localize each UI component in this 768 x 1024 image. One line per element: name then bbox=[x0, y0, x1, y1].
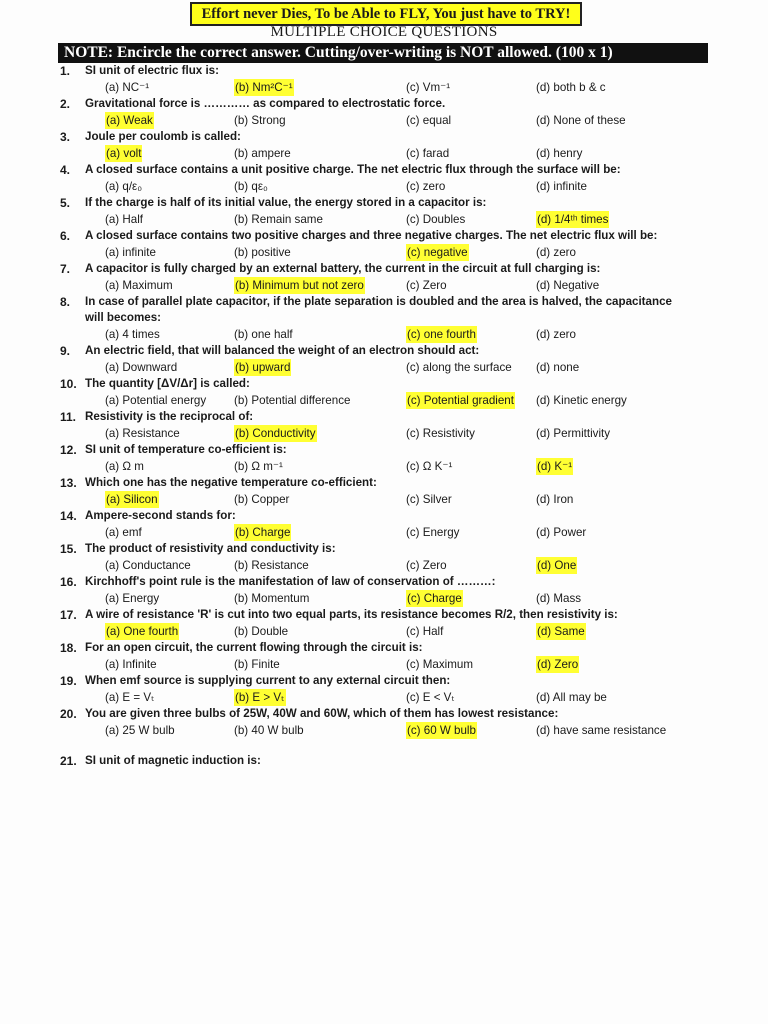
option-c[interactable]: (c) 60 W bulb bbox=[407, 724, 476, 737]
options-row bbox=[0, 359, 768, 376]
question-text: Resistivity is the reciprocal of: bbox=[85, 410, 254, 423]
option-d[interactable]: (d) K⁻¹ bbox=[537, 460, 573, 473]
option-b[interactable]: (b) Double bbox=[234, 625, 289, 638]
option-b[interactable]: (b) Potential difference bbox=[234, 394, 351, 407]
spacer bbox=[0, 739, 768, 753]
question-number: 4. bbox=[60, 163, 71, 177]
question-number: 12. bbox=[60, 443, 77, 457]
question-row bbox=[0, 376, 768, 392]
option-d[interactable]: (d) none bbox=[536, 361, 580, 374]
question-text: Gravitational force is ………… as compared to electrostatic force. bbox=[85, 97, 446, 110]
option-a[interactable]: (a) Downward bbox=[105, 361, 178, 374]
question-row bbox=[0, 640, 768, 656]
options-row bbox=[0, 491, 768, 508]
option-a[interactable]: (a) Conductance bbox=[105, 559, 191, 572]
option-d[interactable]: (d) infinite bbox=[536, 180, 587, 193]
question-number: 3. bbox=[60, 130, 71, 144]
question-text: An electric field, that will balanced the weight of an electron should act: bbox=[85, 344, 480, 357]
question-row bbox=[0, 475, 768, 491]
question-row bbox=[0, 706, 768, 722]
option-c[interactable]: (c) equal bbox=[406, 114, 452, 127]
option-c[interactable]: (c) Zero bbox=[406, 559, 447, 572]
option-b[interactable]: (b) Momentum bbox=[234, 592, 310, 605]
options-row bbox=[0, 557, 768, 574]
option-c[interactable]: (c) negative bbox=[407, 246, 468, 259]
option-a[interactable]: (a) Infinite bbox=[105, 658, 157, 671]
option-d[interactable]: (d) both b & c bbox=[536, 81, 606, 94]
option-a[interactable]: (a) Weak bbox=[106, 114, 153, 127]
question-text: When emf source is supplying current to any external circuit then: bbox=[85, 674, 451, 687]
question-item bbox=[0, 753, 768, 769]
question-row bbox=[0, 541, 768, 557]
question-text: A closed surface contains two positive charges and three negative charges. The net electric flux will be: bbox=[85, 229, 658, 242]
question-item bbox=[0, 607, 768, 640]
option-a[interactable]: (a) E = Vₜ bbox=[105, 691, 155, 704]
question-row bbox=[0, 294, 768, 326]
option-a[interactable]: (a) One fourth bbox=[106, 625, 179, 638]
option-d[interactable]: (d) henry bbox=[536, 147, 583, 160]
page-title: MULTIPLE CHOICE QUESTIONS bbox=[270, 24, 498, 40]
question-item bbox=[0, 508, 768, 541]
option-d[interactable]: (d) Same bbox=[537, 625, 585, 638]
options-row bbox=[0, 392, 768, 409]
question-item bbox=[0, 343, 768, 376]
question-row bbox=[0, 574, 768, 590]
question-row bbox=[0, 63, 768, 79]
option-b[interactable]: (b) Conductivity bbox=[235, 427, 316, 440]
option-b[interactable]: (b) ampere bbox=[234, 147, 291, 160]
question-number: 10. bbox=[60, 377, 77, 391]
question-text: For an open circuit, the current flowing through the circuit is: bbox=[85, 641, 423, 654]
question-item bbox=[0, 541, 768, 574]
options-row bbox=[0, 524, 768, 541]
question-number: 2. bbox=[60, 97, 71, 111]
question-text: You are given three bulbs of 25W, 40W and 60W, which of them has lowest resistance: bbox=[85, 707, 559, 720]
option-b[interactable]: (b) Nm²C⁻¹ bbox=[235, 81, 293, 94]
option-d[interactable]: (d) One bbox=[537, 559, 577, 572]
options-row bbox=[0, 79, 768, 96]
option-b[interactable]: (b) upward bbox=[235, 361, 291, 374]
option-a[interactable]: (a) Resistance bbox=[105, 427, 180, 440]
question-item bbox=[0, 640, 768, 673]
option-b[interactable]: (b) Copper bbox=[234, 493, 290, 506]
question-text: If the charge is half of its initial value, the energy stored in a capacitor is: bbox=[85, 196, 487, 209]
question-row bbox=[0, 607, 768, 623]
option-a[interactable]: (a) Energy bbox=[105, 592, 160, 605]
option-b[interactable]: (b) Resistance bbox=[234, 559, 309, 572]
options-row bbox=[0, 145, 768, 162]
question-number: 15. bbox=[60, 542, 77, 556]
question-number: 16. bbox=[60, 575, 77, 589]
option-a[interactable]: (a) q/ε₀ bbox=[105, 180, 143, 193]
question-number: 17. bbox=[60, 608, 77, 622]
motto-banner: Effort never Dies, To be Able to FLY, You just have to TRY! bbox=[190, 2, 582, 26]
options-row bbox=[0, 211, 768, 228]
option-b[interactable]: (b) one half bbox=[234, 328, 293, 341]
question-row bbox=[0, 195, 768, 211]
option-a[interactable]: (a) NC⁻¹ bbox=[105, 81, 150, 94]
option-c[interactable]: (c) Maximum bbox=[406, 658, 473, 671]
option-d[interactable]: (d) All may be bbox=[536, 691, 607, 704]
option-c[interactable]: (c) Vm⁻¹ bbox=[406, 81, 451, 94]
question-text: SI unit of temperature co-efficient is: bbox=[85, 443, 287, 456]
question-number: 18. bbox=[60, 641, 77, 655]
option-c[interactable]: (c) E < Vₜ bbox=[406, 691, 455, 704]
question-number: 19. bbox=[60, 674, 77, 688]
option-c[interactable]: (c) Zero bbox=[406, 279, 447, 292]
question-text: Which one has the negative temperature co-efficient: bbox=[85, 476, 377, 489]
options-row bbox=[0, 458, 768, 475]
option-a[interactable]: (a) Ω m bbox=[105, 460, 144, 473]
question-text: A closed surface contains a unit positive charge. The net electric flux through the surface will be: bbox=[85, 163, 621, 176]
option-c[interactable]: (c) Charge bbox=[407, 592, 462, 605]
question-row bbox=[0, 753, 768, 769]
question-row bbox=[0, 343, 768, 359]
option-d[interactable]: (d) have same resistance bbox=[536, 724, 667, 737]
options-row bbox=[0, 623, 768, 640]
option-c[interactable]: (c) Ω K⁻¹ bbox=[406, 460, 453, 473]
question-item bbox=[0, 261, 768, 294]
question-number: 21. bbox=[60, 754, 77, 768]
option-a[interactable]: (a) Maximum bbox=[105, 279, 173, 292]
option-b[interactable]: (b) Strong bbox=[234, 114, 286, 127]
question-item bbox=[0, 63, 768, 96]
option-d[interactable]: (d) zero bbox=[536, 328, 576, 341]
option-b[interactable]: (b) Remain same bbox=[234, 213, 323, 226]
option-b[interactable]: (b) Finite bbox=[234, 658, 280, 671]
option-a[interactable]: (a) 25 W bulb bbox=[105, 724, 175, 737]
option-b[interactable]: (b) Ω m⁻¹ bbox=[234, 460, 283, 473]
option-c[interactable]: (c) along the surface bbox=[406, 361, 512, 374]
options-row bbox=[0, 425, 768, 442]
option-d[interactable]: (d) None of these bbox=[536, 114, 626, 127]
option-b[interactable]: (b) Charge bbox=[235, 526, 291, 539]
option-d[interactable]: (d) Zero bbox=[537, 658, 579, 671]
options-row bbox=[0, 590, 768, 607]
option-c[interactable]: (c) Silver bbox=[406, 493, 452, 506]
option-d[interactable]: (d) 1/4ᵗʰ times bbox=[537, 213, 609, 226]
option-b[interactable]: (b) qε₀ bbox=[234, 180, 268, 193]
question-text: The quantity [ΔV/Δr] is called: bbox=[85, 377, 250, 390]
option-a[interactable]: (a) Half bbox=[105, 213, 144, 226]
option-c[interactable]: (c) farad bbox=[406, 147, 450, 160]
option-b[interactable]: (b) 40 W bulb bbox=[234, 724, 304, 737]
question-item bbox=[0, 376, 768, 409]
question-number: 14. bbox=[60, 509, 77, 523]
question-item bbox=[0, 195, 768, 228]
question-number: 9. bbox=[60, 344, 71, 358]
question-text: The product of resistivity and conductivity is: bbox=[85, 542, 336, 555]
question-item bbox=[0, 475, 768, 508]
question-item bbox=[0, 673, 768, 706]
option-b[interactable]: (b) positive bbox=[234, 246, 291, 259]
options-row bbox=[0, 244, 768, 261]
option-a[interactable]: (a) emf bbox=[105, 526, 142, 539]
question-number: 5. bbox=[60, 196, 71, 210]
question-number: 8. bbox=[60, 295, 71, 309]
option-d[interactable]: (d) Negative bbox=[536, 279, 600, 292]
question-row bbox=[0, 409, 768, 425]
question-row bbox=[0, 129, 768, 145]
question-row bbox=[0, 508, 768, 524]
question-number: 7. bbox=[60, 262, 71, 276]
question-number: 6. bbox=[60, 229, 71, 243]
question-item bbox=[0, 706, 768, 739]
option-a[interactable]: (a) 4 times bbox=[105, 328, 160, 341]
question-text: Joule per coulomb is called: bbox=[85, 130, 241, 143]
option-c[interactable]: (c) Half bbox=[406, 625, 444, 638]
options-row bbox=[0, 112, 768, 129]
option-d[interactable]: (d) Iron bbox=[536, 493, 574, 506]
options-row bbox=[0, 722, 768, 739]
option-a[interactable]: (a) Potential energy bbox=[105, 394, 207, 407]
options-row bbox=[0, 689, 768, 706]
options-row bbox=[0, 178, 768, 195]
question-item bbox=[0, 294, 768, 343]
question-text: Ampere-second stands for: bbox=[85, 509, 236, 522]
question-item bbox=[0, 96, 768, 129]
option-d[interactable]: (d) zero bbox=[536, 246, 576, 259]
option-b[interactable]: (b) E > Vₜ bbox=[235, 691, 285, 704]
question-row bbox=[0, 96, 768, 112]
option-d[interactable]: (d) Power bbox=[536, 526, 587, 539]
question-row bbox=[0, 261, 768, 277]
question-text: SI unit of electric flux is: bbox=[85, 64, 219, 77]
option-c[interactable]: (c) Energy bbox=[406, 526, 460, 539]
question-row bbox=[0, 673, 768, 689]
question-row bbox=[0, 228, 768, 244]
question-item bbox=[0, 409, 768, 442]
option-a[interactable]: (a) infinite bbox=[105, 246, 156, 259]
option-b[interactable]: (b) Minimum but not zero bbox=[235, 279, 364, 292]
question-list bbox=[0, 63, 768, 769]
option-c[interactable]: (c) zero bbox=[406, 180, 446, 193]
options-row bbox=[0, 326, 768, 343]
option-a[interactable]: (a) volt bbox=[106, 147, 142, 160]
question-item bbox=[0, 574, 768, 607]
option-c[interactable]: (c) Potential gradient bbox=[407, 394, 514, 407]
question-item bbox=[0, 442, 768, 475]
option-d[interactable]: (d) Kinetic energy bbox=[536, 394, 627, 407]
option-c[interactable]: (c) Doubles bbox=[406, 213, 466, 226]
option-c[interactable]: (c) one fourth bbox=[407, 328, 476, 341]
option-d[interactable]: (d) Permittivity bbox=[536, 427, 611, 440]
question-text: SI unit of magnetic induction is: bbox=[85, 754, 261, 767]
question-number: 1. bbox=[60, 64, 71, 78]
question-number: 20. bbox=[60, 707, 77, 721]
options-row bbox=[0, 277, 768, 294]
question-number: 13. bbox=[60, 476, 77, 490]
question-number: 11. bbox=[60, 410, 77, 424]
option-a[interactable]: (a) Silicon bbox=[106, 493, 158, 506]
instruction-note: NOTE: Encircle the correct answer. Cutting/over-writing is NOT allowed. (100 x 1) bbox=[58, 43, 708, 63]
options-row bbox=[0, 656, 768, 673]
question-text: A capacitor is fully charged by an external battery, the current in the circuit at full charging is: bbox=[85, 262, 601, 275]
question-row bbox=[0, 442, 768, 458]
question-item bbox=[0, 162, 768, 195]
option-c[interactable]: (c) Resistivity bbox=[406, 427, 475, 440]
question-text: In case of parallel plate capacitor, if the plate separation is doubled and the area is halved, the capacitance will becomes: bbox=[85, 295, 672, 324]
option-d[interactable]: (d) Mass bbox=[536, 592, 582, 605]
question-item bbox=[0, 129, 768, 162]
question-text: Kirchhoff's point rule is the manifestation of law of conservation of ………: bbox=[85, 575, 496, 588]
question-row bbox=[0, 162, 768, 178]
question-text: A wire of resistance 'R' is cut into two equal parts, its resistance becomes R/2, then resistivity is: bbox=[85, 608, 618, 621]
question-item bbox=[0, 228, 768, 261]
